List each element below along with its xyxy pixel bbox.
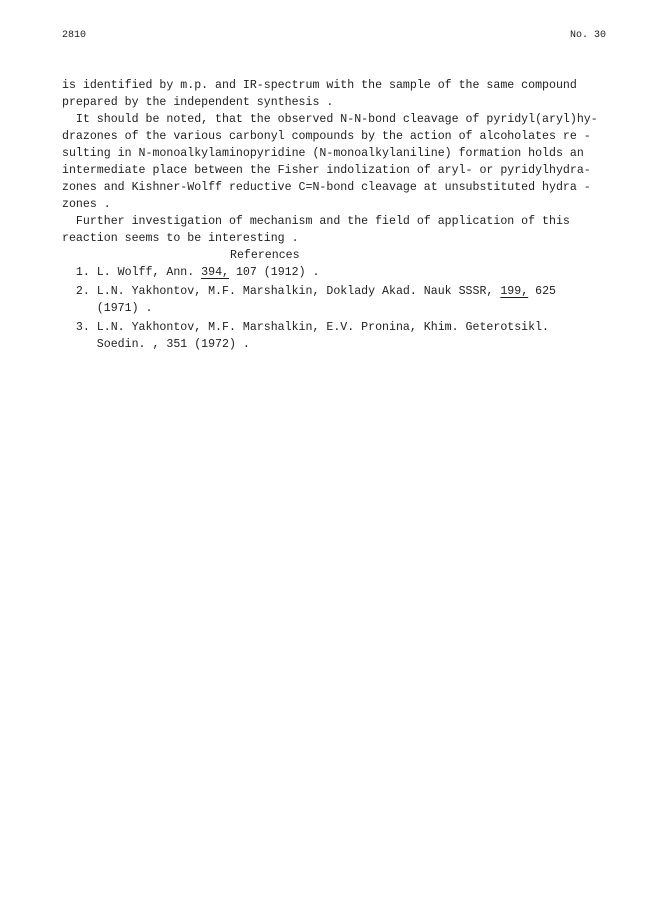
body-line: drazones of the various carbonyl compounds by the action of alcoholates re - — [62, 130, 591, 143]
body-line: is identified by m.p. and IR-spectrum with the sample of the same compound — [62, 79, 577, 92]
body-line: zones and Kishner-Wolff reductive C=N-bond cleavage at unsubstituted hydra - — [62, 181, 591, 194]
body-line: zones . — [62, 198, 111, 211]
reference-continuation: Soedin. , 351 (1972) . — [62, 338, 250, 351]
reference-item-2 — [62, 283, 556, 300]
reference-text: 625 — [528, 285, 557, 298]
page-number: 2810 — [62, 30, 87, 41]
body-line: sulting in N-monoalkylaminopyridine (N-monoalkylaniline) formation holds an — [62, 147, 584, 160]
reference-continuation: (1971) . — [62, 302, 153, 315]
issue-number: No. 30 — [570, 30, 607, 41]
reference-volume: 199, — [500, 285, 529, 298]
body-line: Further investigation of mechanism and the field of application of this — [62, 215, 570, 228]
references-heading: References — [230, 249, 300, 262]
body-line: prepared by the independent synthesis . — [62, 96, 334, 109]
reference-text: 1. L. Wolff, Ann. — [62, 266, 202, 279]
reference-item-3: 3. L.N. Yakhontov, M.F. Marshalkin, E.V. Pronina, Khim. Geterotsikl. — [62, 321, 550, 334]
body-line: intermediate place between the Fisher indolization of aryl- or pyridylhydra- — [62, 164, 591, 177]
reference-text: 2. L.N. Yakhontov, M.F. Marshalkin, Doklady Akad. Nauk SSSR, — [62, 285, 501, 298]
reference-item-1 — [62, 264, 319, 281]
reference-volume: 394, — [201, 266, 229, 279]
body-line: reaction seems to be interesting . — [62, 232, 299, 245]
body-line: It should be noted, that the observed N-N-bond cleavage of pyridyl(aryl)hy- — [62, 113, 598, 126]
reference-text: 107 (1912) . — [229, 266, 320, 279]
